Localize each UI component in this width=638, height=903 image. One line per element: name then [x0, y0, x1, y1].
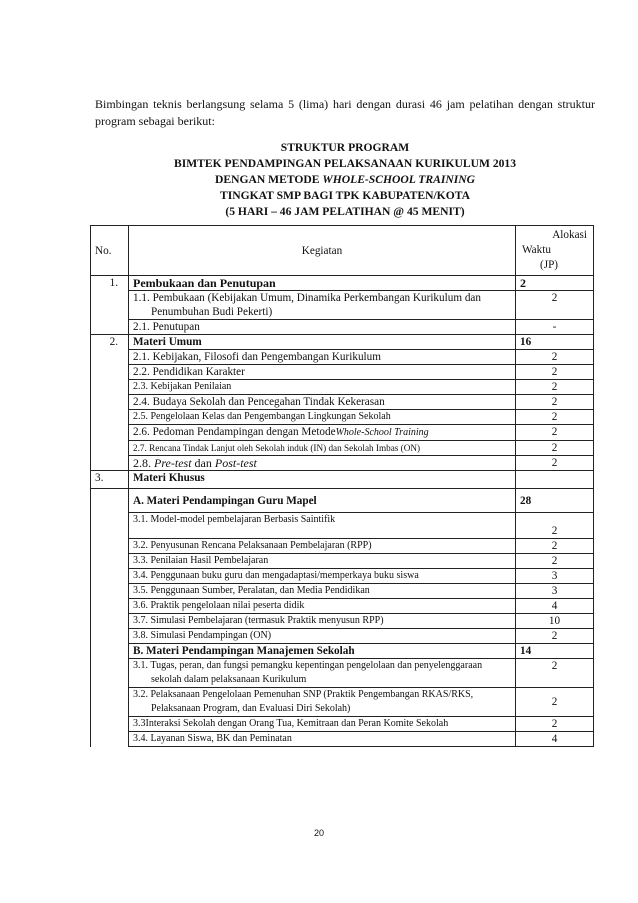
heading-line-3-emphasis: WHOLE-SCHOOL TRAINING	[322, 173, 475, 186]
row-activity: 3.1. Model-model pembelajaran Berbasis Saintifik	[129, 513, 516, 539]
row-jp: 2	[516, 659, 594, 688]
row-jp: 2	[516, 380, 594, 395]
row-jp: 2	[516, 629, 594, 644]
row-jp: 2	[516, 441, 594, 456]
row-activity: 1.1. Pembukaan (Kebijakan Umum, Dinamika Perkembangan Kurikulum dan Penumbuhan Budi Pekerti)	[129, 291, 516, 320]
header-alokasi-line-2: Waktu	[522, 244, 551, 256]
header-alokasi-line-3: (JP)	[540, 259, 559, 271]
row-jp: 10	[516, 614, 594, 629]
table-row	[91, 732, 594, 747]
row-activity-text: 2.8.	[133, 456, 154, 470]
section-title: Materi Khusus	[129, 471, 516, 489]
table-row	[91, 599, 594, 614]
row-activity	[129, 425, 516, 441]
table-row	[91, 395, 594, 410]
row-activity	[129, 456, 516, 471]
table-row	[91, 717, 594, 732]
table-row	[91, 614, 594, 629]
section-number-continued	[91, 489, 129, 747]
row-activity-emphasis: Whole-School Training	[335, 427, 429, 438]
row-activity: 3.5. Penggunaan Sumber, Peralatan, dan Media Pendidikan	[129, 584, 516, 599]
section-number: 3.	[91, 471, 129, 489]
table-row	[91, 688, 594, 717]
row-activity: 2.5. Pengelolaan Kelas dan Pengembangan Lingkungan Sekolah	[129, 410, 516, 425]
table-row	[91, 513, 594, 539]
row-activity: 3.2. Penyusunan Rencana Pelaksanaan Pembelajaran (RPP)	[129, 539, 516, 554]
subsection-total: 28	[516, 489, 594, 513]
row-activity: 2.7. Rencana Tindak Lanjut oleh Sekolah induk (IN) dan Sekolah Imbas (ON)	[129, 441, 516, 456]
section-title: Pembukaan dan Penutupan	[129, 276, 516, 291]
program-table	[90, 225, 594, 747]
row-jp: 4	[516, 732, 594, 747]
row-activity: 3.4. Penggunaan buku guru dan mengadaptasi/memperkaya buku siswa	[129, 569, 516, 584]
row-activity: 3.1. Tugas, peran, dan fungsi pemangku kepentingan pengelolaan dan penyelenggaraan sekolah dalam pelaksanaan Kurikulum	[129, 659, 516, 688]
row-activity: 3.8. Simulasi Pendampingan (ON)	[129, 629, 516, 644]
row-jp: 2	[516, 291, 594, 320]
table-row	[91, 629, 594, 644]
row-activity-text: 2.6. Pedoman Pendampingan dengan Metode	[133, 426, 336, 438]
table-row	[91, 291, 594, 320]
table-header-row	[91, 226, 594, 276]
table-row	[91, 350, 594, 365]
row-activity: 2.1. Kebijakan, Filosofi dan Pengembangan Kurikulum	[129, 350, 516, 365]
header-no: No.	[91, 226, 129, 276]
table-row	[91, 410, 594, 425]
page-number: 20	[313, 828, 324, 838]
subsection-title: B. Materi Pendampingan Manajemen Sekolah	[129, 644, 516, 659]
table-row	[91, 425, 594, 441]
row-activity: 3.4. Layanan Siswa, BK dan Peminatan	[129, 732, 516, 747]
row-activity-emphasis: Post-test	[214, 456, 257, 470]
row-jp: 2	[516, 365, 594, 380]
table-row	[91, 489, 594, 513]
row-activity: 3.2. Pelaksanaan Pengelolaan Pemenuhan SNP (Praktik Pengembangan RKAS/RKS, Pelaksanaan Program, dan Evaluasi Diri Sekolah)	[129, 688, 516, 717]
row-activity: 3.3. Penilaian Hasil Pembelajaran	[129, 554, 516, 569]
row-jp: 3	[516, 584, 594, 599]
row-activity: 3.7. Simulasi Pembelajaran (termasuk Praktik menyusun RPP)	[129, 614, 516, 629]
table-row	[91, 320, 594, 335]
heading-line-4: TINGKAT SMP BAGI TPK KABUPATEN/KOTA	[220, 189, 470, 202]
row-activity: 2.4. Budaya Sekolah dan Pencegahan Tindak Kekerasan	[129, 395, 516, 410]
row-jp: 2	[516, 688, 594, 717]
heading-line-3-text: DENGAN METODE	[215, 173, 323, 186]
row-jp: 2	[516, 395, 594, 410]
heading-line-1: STRUKTUR PROGRAM	[280, 141, 410, 154]
table-row	[91, 554, 594, 569]
row-jp: 2	[516, 539, 594, 554]
table-row	[91, 584, 594, 599]
section-total: 2	[516, 276, 594, 291]
subsection-title: A. Materi Pendampingan Guru Mapel	[129, 489, 516, 513]
section-number: 1.	[91, 276, 129, 335]
row-jp: 2	[516, 456, 594, 471]
program-heading	[95, 140, 595, 220]
subsection-total: 14	[516, 644, 594, 659]
table-row	[91, 456, 594, 471]
row-activity-text: dan	[191, 456, 215, 470]
row-jp: 4	[516, 599, 594, 614]
table-row	[91, 539, 594, 554]
row-activity: 3.3Interaksi Sekolah dengan Orang Tua, Kemitraan dan Peran Komite Sekolah	[129, 717, 516, 732]
row-activity-emphasis: Pre-test	[154, 456, 192, 470]
row-jp: 2	[516, 717, 594, 732]
section-title: Materi Umum	[129, 335, 516, 350]
row-activity: 2.2. Pendidikan Karakter	[129, 365, 516, 380]
row-jp: 2	[516, 513, 594, 539]
row-jp: -	[516, 320, 594, 335]
heading-line-3	[95, 172, 595, 188]
table-row	[91, 471, 594, 489]
section-number: 2.	[91, 335, 129, 471]
intro-paragraph: Bimbingan teknis berlangsung selama 5 (lima) hari dengan durasi 46 jam pelatihan dengan struktur program sebagai berikut:	[95, 97, 595, 128]
table-row	[91, 644, 594, 659]
table-row	[91, 335, 594, 350]
section-total-empty	[516, 471, 594, 489]
row-jp: 2	[516, 350, 594, 365]
table-row	[91, 365, 594, 380]
heading-line-5: (5 HARI – 46 JAM PELATIHAN @ 45 MENIT)	[225, 205, 465, 218]
row-jp: 2	[516, 425, 594, 441]
row-activity: 2.1. Penutupan	[129, 320, 516, 335]
row-activity: 2.3. Kebijakan Penilaian	[129, 380, 516, 395]
section-total: 16	[516, 335, 594, 350]
table-row	[91, 441, 594, 456]
header-alokasi	[516, 226, 594, 276]
table-row	[91, 276, 594, 291]
row-activity: 3.6. Praktik pengelolaan nilai peserta didik	[129, 599, 516, 614]
table-row	[91, 569, 594, 584]
header-kegiatan: Kegiatan	[129, 226, 516, 276]
table-row	[91, 380, 594, 395]
row-jp: 3	[516, 569, 594, 584]
header-alokasi-line-1: Alokasi	[552, 229, 587, 241]
row-jp: 2	[516, 410, 594, 425]
heading-line-2: BIMTEK PENDAMPINGAN PELAKSANAAN KURIKULUM 2013	[173, 157, 517, 170]
row-jp: 2	[516, 554, 594, 569]
table-row	[91, 659, 594, 688]
